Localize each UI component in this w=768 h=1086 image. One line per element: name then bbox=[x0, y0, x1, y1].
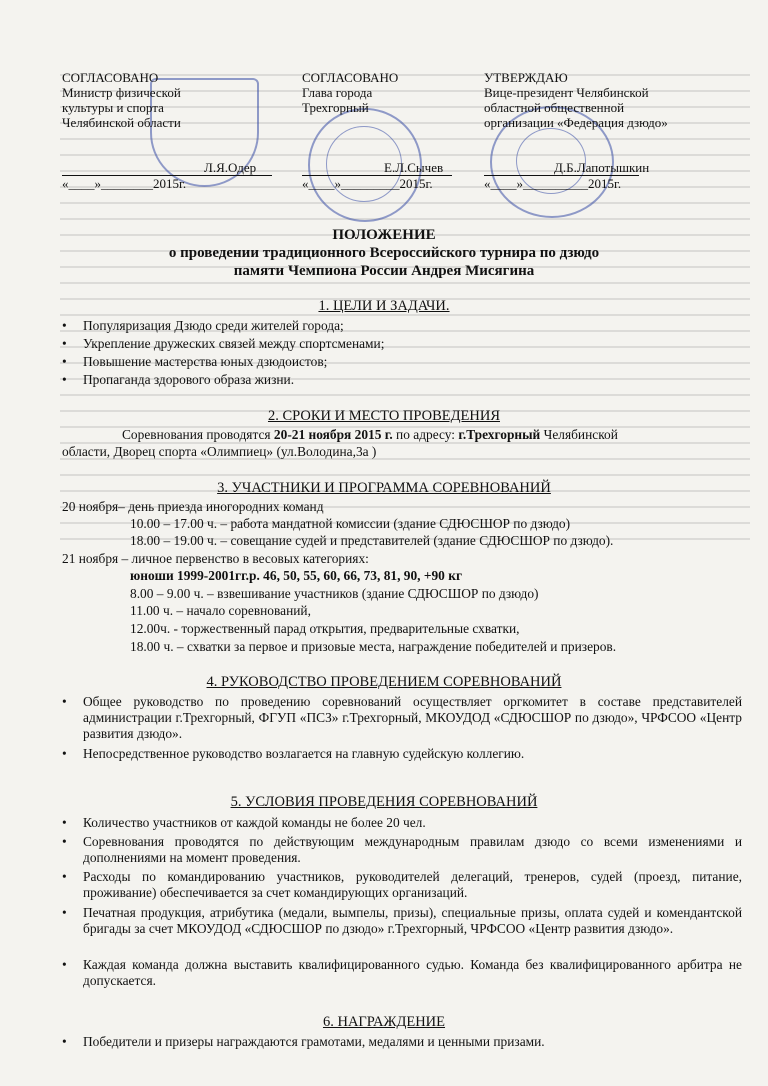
signature-line bbox=[302, 160, 452, 176]
list-item bbox=[62, 318, 742, 334]
list-item bbox=[62, 1034, 742, 1050]
bullet-icon: • bbox=[62, 905, 67, 920]
weight-categories bbox=[130, 568, 462, 584]
list-item-text: Соревнования проводятся по действующим международным правилам дзюдо со всеми изменениями и дополнениями на момент проведения. bbox=[83, 834, 742, 865]
venue-paragraph bbox=[122, 427, 618, 443]
signature-line bbox=[62, 160, 272, 176]
list-item-text: Непосредственное руководство возлагается на главную судейскую коллегию. bbox=[83, 746, 525, 761]
bullet-icon: • bbox=[62, 354, 67, 369]
list-item bbox=[62, 354, 742, 370]
day-1-heading: 20 ноября– день приезда иногородних команд bbox=[62, 499, 324, 514]
document-subtitle-2: памяти Чемпиона России Андрея Мисягина bbox=[233, 263, 535, 279]
list-item bbox=[62, 694, 742, 742]
section-4-heading: 4. РУКОВОДСТВО ПРОВЕДЕНИЕМ СОРЕВНОВАНИЙ bbox=[206, 674, 562, 690]
text: Челябинской bbox=[540, 427, 618, 442]
approval-date: «____»_________2015г. bbox=[302, 176, 433, 191]
approval-line: Глава города bbox=[302, 85, 373, 100]
approval-heading: СОГЛАСОВАНО bbox=[62, 70, 159, 85]
schedule-item: 8.00 – 9.00 ч. – взвешивание участников (здание СДЮСШОР по дзюдо) bbox=[130, 586, 539, 601]
schedule-item: 18.00 – 19.00 ч. – совещание судей и представителей (здание СДЮСШОР по дзюдо). bbox=[130, 533, 614, 548]
section-3-heading: 3. УЧАСТНИКИ И ПРОГРАММА СОРЕВНОВАНИЙ bbox=[217, 480, 551, 496]
list-item-text: Повышение мастерства юных дзюдоистов; bbox=[83, 354, 328, 369]
approval-line: Трехгорный bbox=[302, 100, 369, 115]
list-item bbox=[62, 746, 742, 762]
bullet-icon: • bbox=[62, 318, 67, 333]
day-2-heading: 21 ноября – личное первенство в весовых категориях: bbox=[62, 551, 369, 566]
list-item-text: Пропаганда здорового образа жизни. bbox=[83, 372, 295, 387]
approval-ministry bbox=[62, 70, 272, 191]
approval-line: областной общественной bbox=[484, 100, 625, 115]
bullet-icon: • bbox=[62, 694, 67, 709]
text: Соревнования проводятся bbox=[122, 427, 274, 442]
approval-city bbox=[302, 70, 452, 191]
list-item-text: Победители и призеры награждаются грамотами, медалями и ценными призами. bbox=[83, 1034, 545, 1049]
signer-name: Д.Б.Лапотышкин bbox=[554, 160, 650, 175]
list-item-text: Общее руководство по проведению соревнований осуществляет оргкомитет в составе представителей администрации г.Трехгорный, ФГУП «ПСЗ» г.Трехгорный, МКОУДОД «СДЮСШОР по дзюдо», ЧРФСОО «Центр развития дзюдо». bbox=[83, 694, 742, 741]
bullet-icon: • bbox=[62, 957, 67, 972]
approval-line: культуры и спорта bbox=[62, 100, 164, 115]
list-item-text: Популяризация Дзюдо среди жителей города; bbox=[83, 318, 344, 333]
document-subtitle: о проведении традиционного Всероссийского турнира по дзюдо bbox=[168, 245, 600, 261]
approval-date: «____»________2015г. bbox=[62, 176, 187, 191]
approval-date: «____»__________2015г. bbox=[484, 176, 622, 191]
weight-categories-text: юноши 1999-2001гг.р. 46, 50, 55, 60, 66, 73, 81, 90, +90 кг bbox=[130, 568, 463, 583]
text: по адресу: bbox=[392, 427, 459, 442]
bullet-icon: • bbox=[62, 1034, 67, 1049]
approval-line: Челябинской области bbox=[62, 115, 181, 130]
list-item bbox=[62, 336, 742, 352]
list-item bbox=[62, 957, 742, 989]
approval-line: организации «Федерация дзюдо» bbox=[484, 115, 668, 130]
bullet-icon: • bbox=[62, 372, 67, 387]
schedule-item: 11.00 ч. – начало соревнований, bbox=[130, 603, 311, 618]
list-item bbox=[62, 372, 742, 388]
approval-line: Вице-президент Челябинской bbox=[484, 85, 649, 100]
list-item-text: Количество участников от каждой команды не более 20 чел. bbox=[83, 815, 426, 830]
schedule-item: 10.00 – 17.00 ч. – работа мандатной комиссии (здание СДЮСШОР по дзюдо) bbox=[130, 516, 571, 531]
list-item bbox=[62, 815, 742, 831]
section-6-heading: 6. НАГРАЖДЕНИЕ bbox=[322, 1014, 446, 1030]
approval-heading: СОГЛАСОВАНО bbox=[302, 70, 399, 85]
bullet-icon: • bbox=[62, 869, 67, 884]
venue-paragraph-line-2: области, Дворец спорта «Олимпиец» (ул.Володина,3а ) bbox=[62, 444, 377, 459]
approval-heading: УТВЕРЖДАЮ bbox=[484, 70, 568, 85]
event-city: г.Трехгорный bbox=[458, 427, 541, 442]
list-item-text: Укрепление дружеских связей между спортсменами; bbox=[83, 336, 385, 351]
schedule-item: 18.00 ч. – схватки за первое и призовые места, награждение победителей и призеров. bbox=[130, 639, 617, 654]
schedule-item: 12.00ч. - торжественный парад открытия, предварительные схватки, bbox=[130, 621, 520, 636]
event-dates: 20-21 ноября 2015 г. bbox=[273, 427, 393, 442]
approval-federation bbox=[484, 70, 668, 191]
list-item bbox=[62, 834, 742, 866]
list-item bbox=[62, 905, 742, 937]
section-5-heading: 5. УСЛОВИЯ ПРОВЕДЕНИЯ СОРЕВНОВАНИЙ bbox=[230, 794, 538, 810]
signer-name: Е.Л.Сычев bbox=[384, 160, 444, 175]
bullet-icon: • bbox=[62, 746, 67, 761]
bullet-icon: • bbox=[62, 834, 67, 849]
section-1-heading: 1. ЦЕЛИ И ЗАДАЧИ. bbox=[318, 298, 450, 314]
section-2-heading: 2. СРОКИ И МЕСТО ПРОВЕДЕНИЯ bbox=[267, 408, 500, 424]
list-item-text: Печатная продукция, атрибутика (медали, вымпелы, призы), специальные призы, оплата судей и комендантской бригады за счет МКОУДОД «СДЮСШОР по дзюдо» г.Трехгорный, ЧРФСОО «Центр развития дзюдо». bbox=[83, 905, 742, 936]
list-item bbox=[62, 869, 742, 901]
signature-line bbox=[484, 160, 650, 176]
list-item-text: Расходы по командированию участников, руководителей делегаций, тренеров, судей (проезд, питание, проживание) обеспечивается за счет командирующих организаций. bbox=[83, 869, 742, 900]
signer-name: Л.Я.Одер bbox=[204, 160, 257, 175]
approval-line: Министр физической bbox=[62, 85, 181, 100]
list-item-text: Каждая команда должна выставить квалифицированного судью. Команда без квалифицированного арбитра не допускается. bbox=[83, 957, 742, 988]
document-title: ПОЛОЖЕНИЕ bbox=[332, 227, 436, 243]
bullet-icon: • bbox=[62, 336, 67, 351]
bullet-icon: • bbox=[62, 815, 67, 830]
